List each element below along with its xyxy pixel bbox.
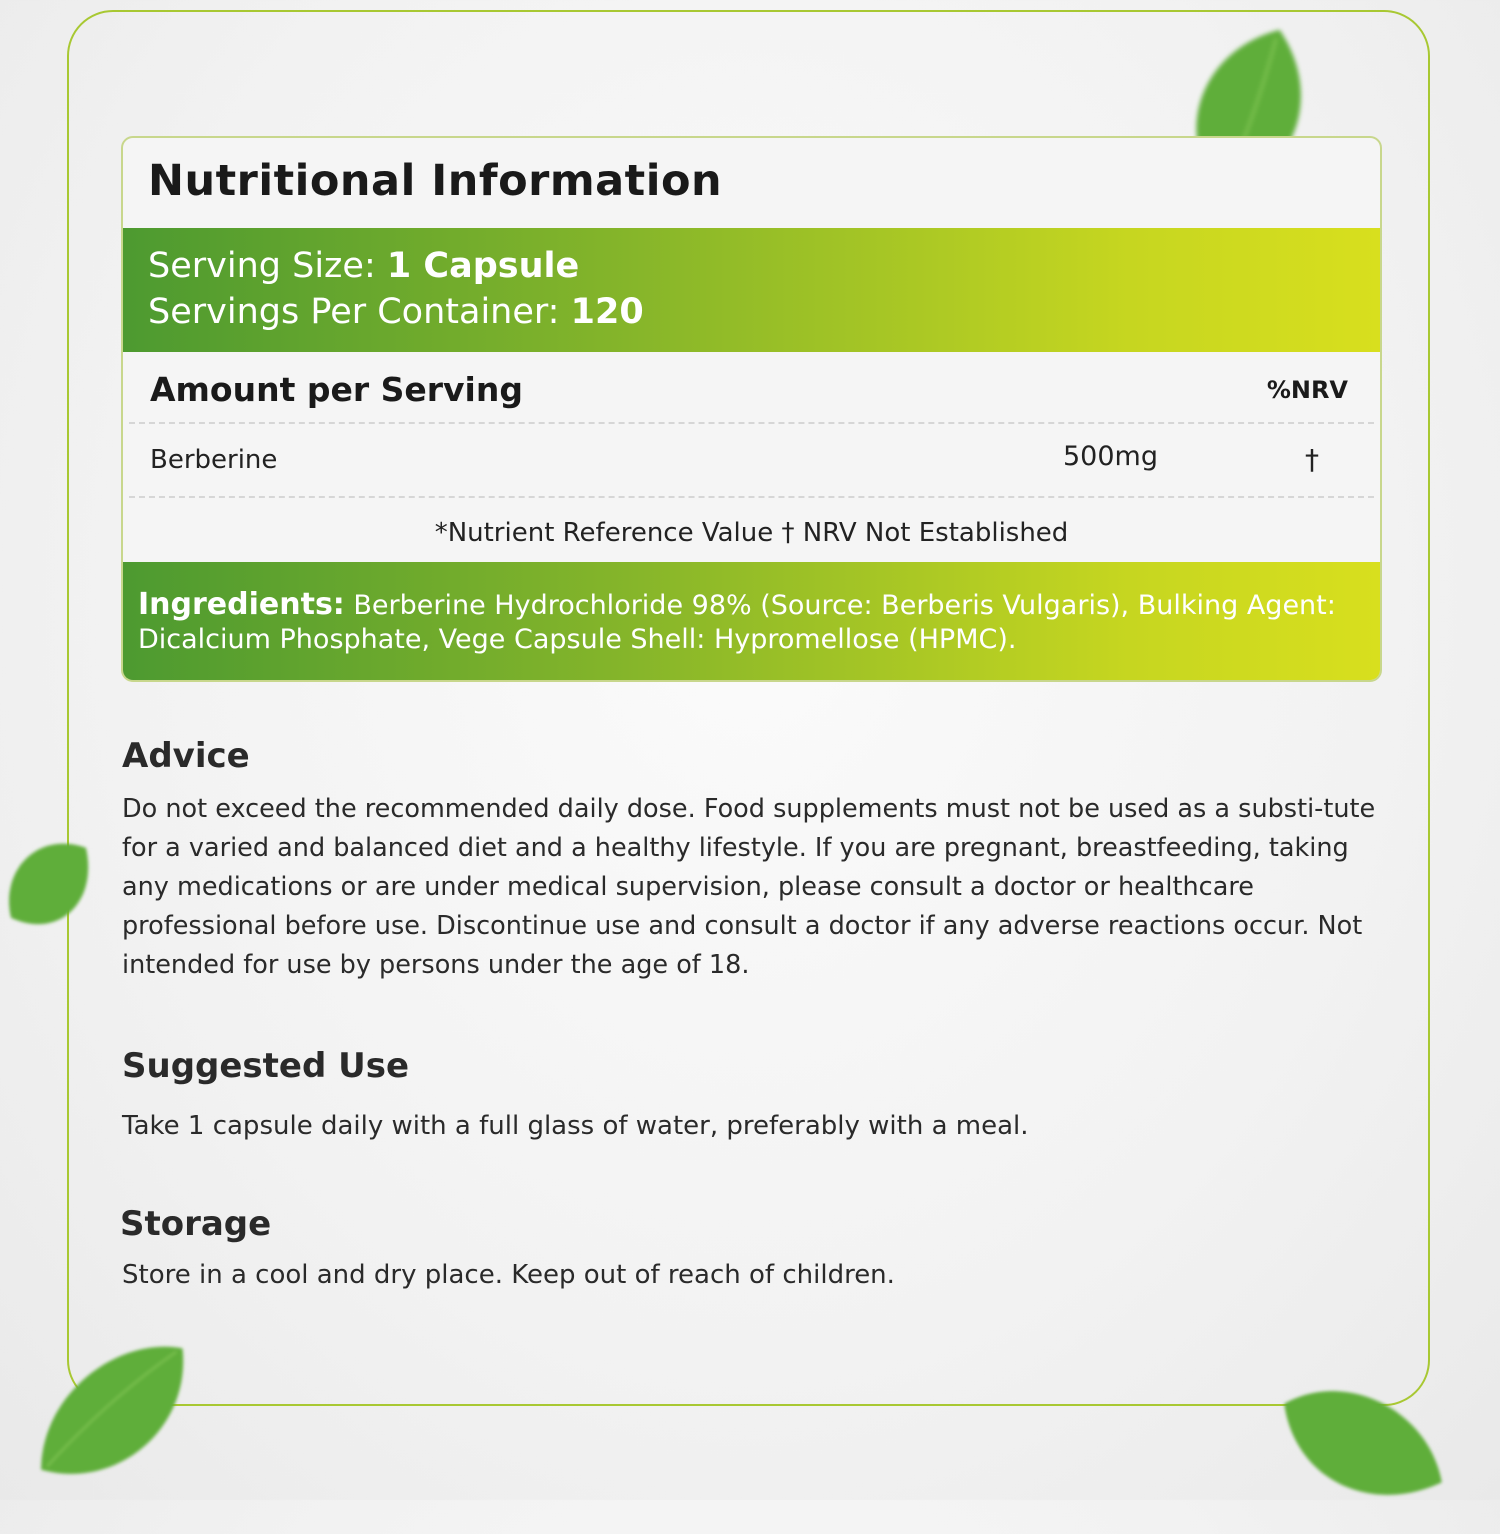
suggested-use-text: Take 1 capsule daily with a full glass of water, preferably with a meal. xyxy=(122,1111,1029,1141)
nrv-footnote: *Nutrient Reference Value † NRV Not Established xyxy=(434,518,1069,548)
servings-per-container xyxy=(148,292,644,332)
ingredients-label: Ingredients: xyxy=(138,587,345,622)
serving-size-value: 1 Capsule xyxy=(386,246,580,286)
serving-size xyxy=(148,246,579,286)
advice-heading: Advice xyxy=(122,736,250,776)
nutrition-panel xyxy=(121,136,1382,682)
panel-title: Nutritional Information xyxy=(148,156,723,206)
servings-per-container-value: 120 xyxy=(570,292,644,332)
storage-text: Store in a cool and dry place. Keep out of reach of children. xyxy=(122,1260,895,1290)
servings-per-container-label: Servings Per Container: xyxy=(148,292,560,332)
amount-per-serving-heading: Amount per Serving xyxy=(150,370,523,409)
suggested-use-heading: Suggested Use xyxy=(122,1046,410,1086)
nutrient-name: Berberine xyxy=(150,445,278,475)
advice-text: Do not exceed the recommended daily dose. Food supplements must not be used as a substi-tute for a varied and balanced diet and a healthy lifestyle. If you are pregnant, breastfeeding, taking any medications or are under medical supervision, please consult a doctor or healthcare professional before use. Discontinue use and consult a doctor if any adverse reactions occur. Not intended for use by persons under the age of 18. xyxy=(122,794,1376,980)
row-divider xyxy=(129,422,1374,424)
row-divider xyxy=(129,496,1374,498)
storage-heading: Storage xyxy=(120,1204,272,1244)
nutrient-nrv: † xyxy=(1305,443,1319,476)
serving-size-label: Serving Size: xyxy=(148,246,376,286)
ingredients-band xyxy=(123,562,1380,682)
ingredients-list: Berberine Hydrochloride 98% (Source: Berberis Vulgaris), Bulking Agent: Dicalcium Phosphate, Vege Capsule Shell: Hypromellose (HPMC). xyxy=(138,590,1336,655)
serving-band xyxy=(123,228,1380,352)
nutrient-amount: 500mg xyxy=(1063,441,1158,472)
ingredients-text xyxy=(138,588,1373,657)
nrv-column-header: %NRV xyxy=(1266,376,1348,404)
leaf-icon xyxy=(1253,1352,1474,1534)
